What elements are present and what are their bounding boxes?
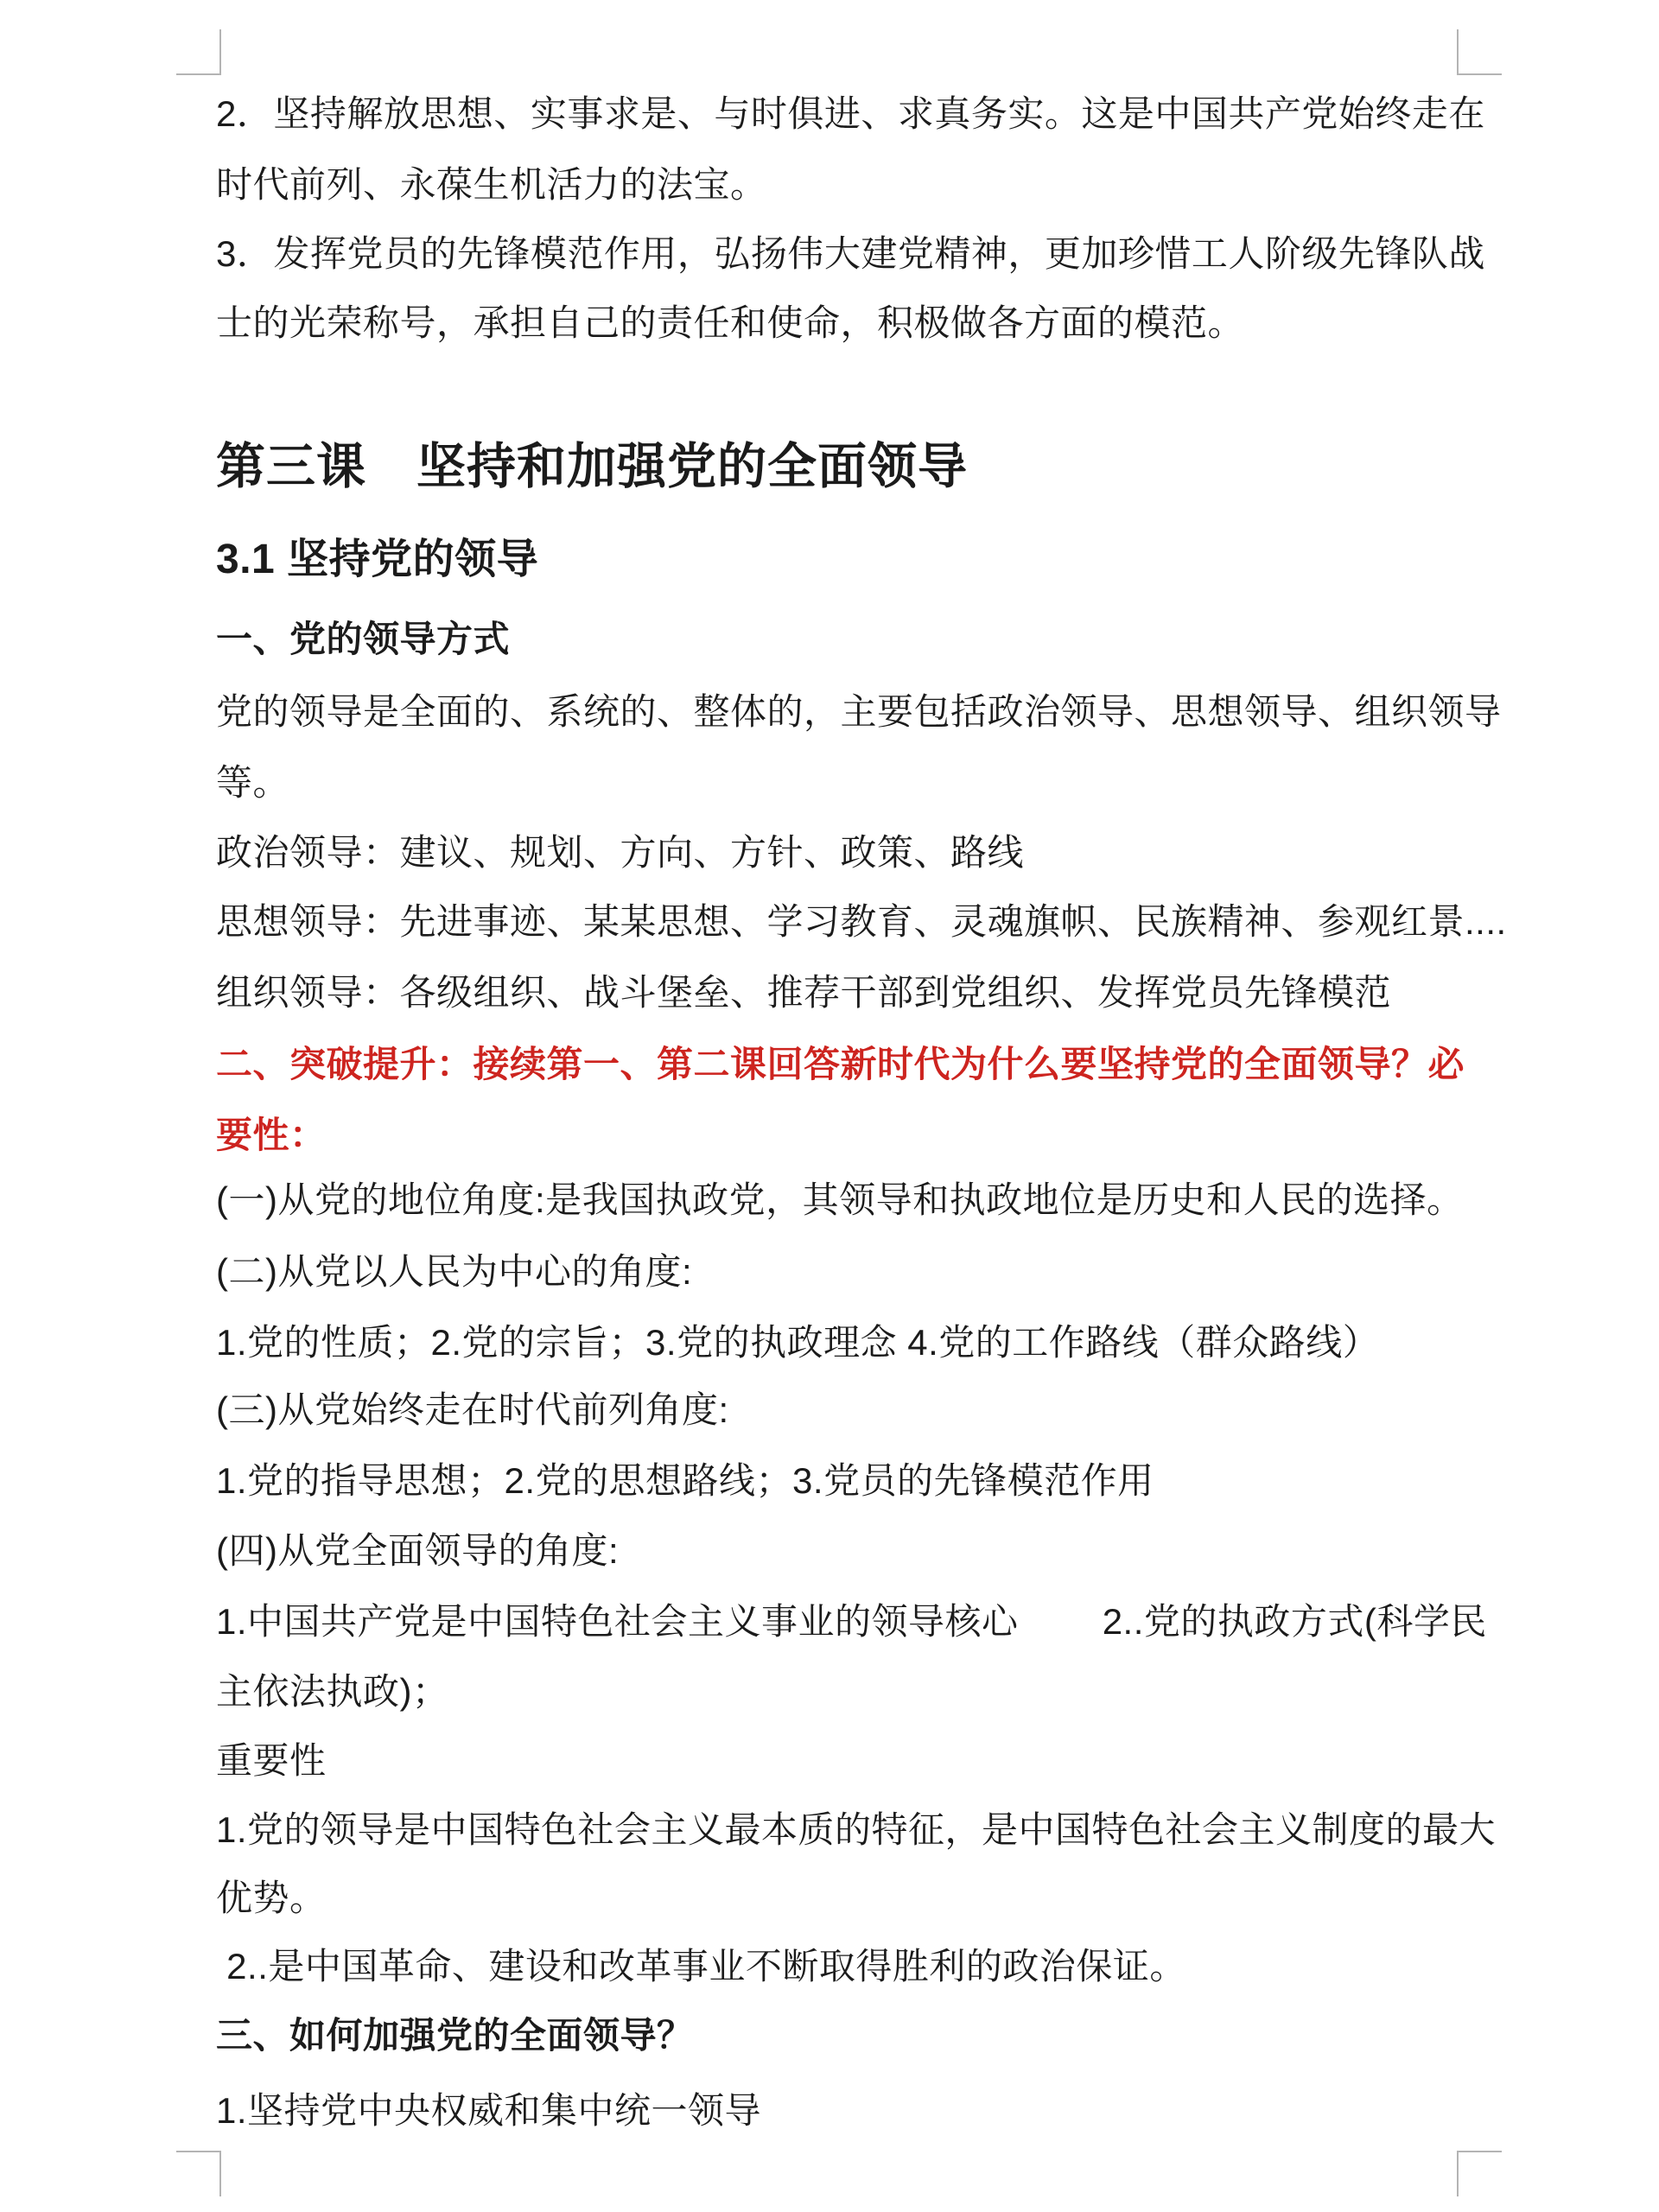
body-line: 1.党的领导是中国特色社会主义最本质的特征，是中国特色社会主义制度的最大 [216, 1809, 1497, 1850]
body-line: 1.坚持党中央权威和集中统一领导 [216, 2090, 762, 2131]
body-line: 等。 [216, 762, 290, 803]
subsection-heading: 一、党的领导方式 [216, 619, 511, 659]
crop-mark-top-right-horizontal [1457, 73, 1502, 75]
body-line: (一)从党的地位角度:是我国执政党，其领导和执政地位是历史和人民的选择。 [216, 1179, 1464, 1220]
body-line: 士的光荣称号，承担自己的责任和使命，积极做各方面的模范。 [216, 302, 1245, 343]
crop-mark-bottom-right-horizontal [1457, 2151, 1502, 2152]
body-line: 重要性 [216, 1740, 327, 1781]
crop-mark-top-left-horizontal [176, 73, 221, 75]
body-line: 主依法执政)； [216, 1671, 449, 1712]
crop-mark-bottom-left-vertical [219, 2151, 221, 2196]
section-title: 3.1 坚持党的领导 [216, 537, 539, 582]
crop-mark-bottom-right-vertical [1457, 2151, 1459, 2196]
body-line: 政治领导：建议、规划、方向、方针、政策、路线 [216, 832, 1025, 873]
body-line: 2．坚持解放思想、实事求是、与时俱进、求真务实。这是中国共产党始终走在 [216, 93, 1485, 134]
body-line: 思想领导：先进事迹、某某思想、学习教育、灵魂旗帜、民族精神、参观红景.... [216, 901, 1507, 942]
lesson-title: 第三课 坚持和加强党的全面领导 [216, 439, 968, 494]
highlight-heading: 二、突破提升：接续第一、第二课回答新时代为什么要坚持党的全面领导？必 [216, 1044, 1465, 1084]
crop-mark-top-left-vertical [219, 29, 221, 75]
body-line: (二)从党以人民为中心的角度: [216, 1251, 693, 1292]
body-line: 1.党的性质；2.党的宗旨；3.党的执政理念 4.党的工作路线（群众路线） [216, 1322, 1380, 1363]
body-line: 1.党的指导思想；2.党的思想路线；3.党员的先锋模范作用 [216, 1460, 1154, 1501]
body-line: (四)从党全面领导的角度: [216, 1530, 620, 1571]
body-line: 1.中国共产党是中国特色社会主义事业的领导核心 2..党的执政方式(科学民 [216, 1601, 1487, 1642]
crop-mark-top-right-vertical [1457, 29, 1459, 75]
body-line: 党的领导是全面的、系统的、整体的，主要包括政治领导、思想领导、组织领导 [216, 691, 1502, 732]
body-line: 优势。 [216, 1878, 327, 1918]
body-line: 时代前列、永葆生机活力的法宝。 [216, 164, 767, 205]
highlight-heading: 要性： [216, 1115, 327, 1155]
body-line: 2..是中国革命、建设和改革事业不断取得胜利的政治保证。 [216, 1946, 1186, 1986]
body-line: (三)从党始终走在时代前列角度: [216, 1389, 729, 1430]
body-line: 组织领导：各级组织、战斗堡垒、推荐干部到党组织、发挥党员先锋模范 [216, 972, 1392, 1013]
body-line: 3．发挥党员的先锋模范作用，弘扬伟大建党精神，更加珍惜工人阶级先锋队战 [216, 233, 1485, 274]
subsection-heading: 三、如何加强党的全面领导？ [216, 2015, 694, 2056]
crop-mark-bottom-left-horizontal [176, 2151, 221, 2152]
